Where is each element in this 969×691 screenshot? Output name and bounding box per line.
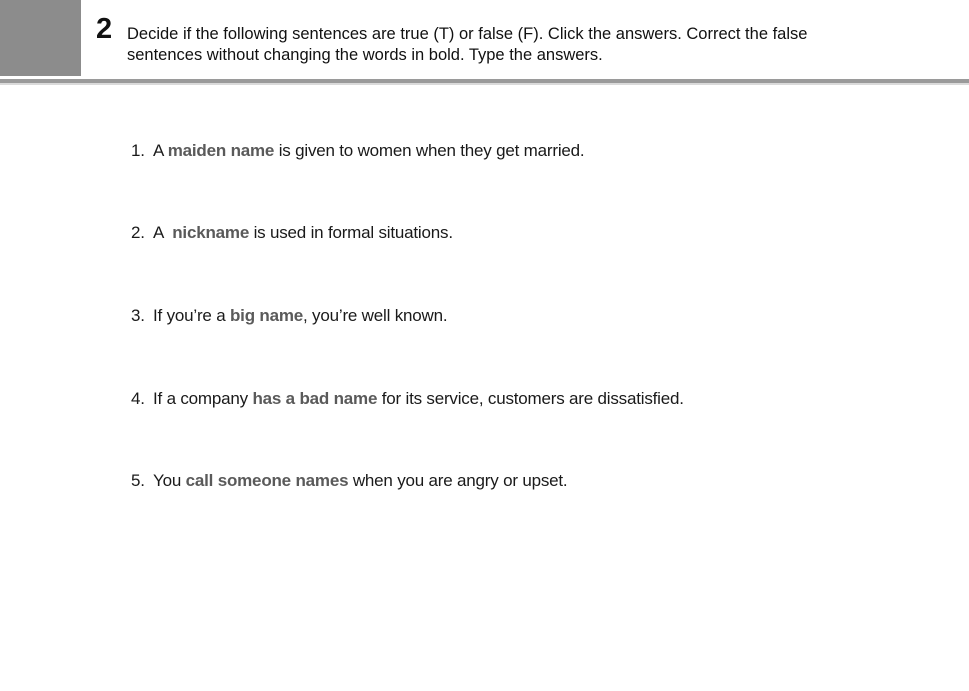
instructions-line-1: Decide if the following sentences are true (T) or false (F). Click the answers. Correct the false	[127, 25, 808, 43]
sentence-bold-term: nickname	[172, 223, 250, 242]
sentence-number: 1.	[131, 141, 145, 160]
sentence-3[interactable]	[131, 305, 447, 327]
header-corner-block	[0, 0, 81, 76]
sentence-bold-term: big name	[229, 306, 304, 325]
sentence-text-after: for its service, customers are dissatisfied.	[377, 389, 684, 408]
sentence-text-after: is used in formal situations.	[249, 223, 453, 242]
sentence-5[interactable]	[131, 470, 567, 492]
sentence-text-before: If you’re a	[153, 306, 230, 325]
sentence-bold-term: call someone names	[185, 471, 349, 490]
sentence-number: 4.	[131, 389, 145, 408]
sentence-text-before: You	[153, 471, 186, 490]
sentence-text-after: is given to women when they get married.	[274, 141, 585, 160]
sentence-1[interactable]	[131, 140, 584, 162]
sentence-text-after: when you are angry or upset.	[348, 471, 568, 490]
sentence-text-before: If a company	[153, 389, 253, 408]
sentence-number: 2.	[131, 223, 145, 242]
exercise-instructions	[127, 24, 927, 66]
sentence-text-before: A	[153, 223, 173, 242]
sentence-bold-term: maiden name	[167, 141, 275, 160]
sentence-4[interactable]	[131, 388, 684, 410]
exercise-header	[0, 0, 969, 78]
sentence-number: 5.	[131, 471, 145, 490]
sentence-number: 3.	[131, 306, 145, 325]
exercise-number: 2	[96, 13, 113, 45]
sentence-text-before: A	[153, 141, 168, 160]
instructions-line-2: sentences without changing the words in bold. Type the answers.	[127, 46, 603, 64]
sentence-text-after: , you’re well known.	[303, 306, 448, 325]
sentence-bold-term: has a bad name	[252, 389, 378, 408]
header-divider-shadow	[0, 83, 969, 85]
sentence-2[interactable]	[131, 222, 453, 244]
